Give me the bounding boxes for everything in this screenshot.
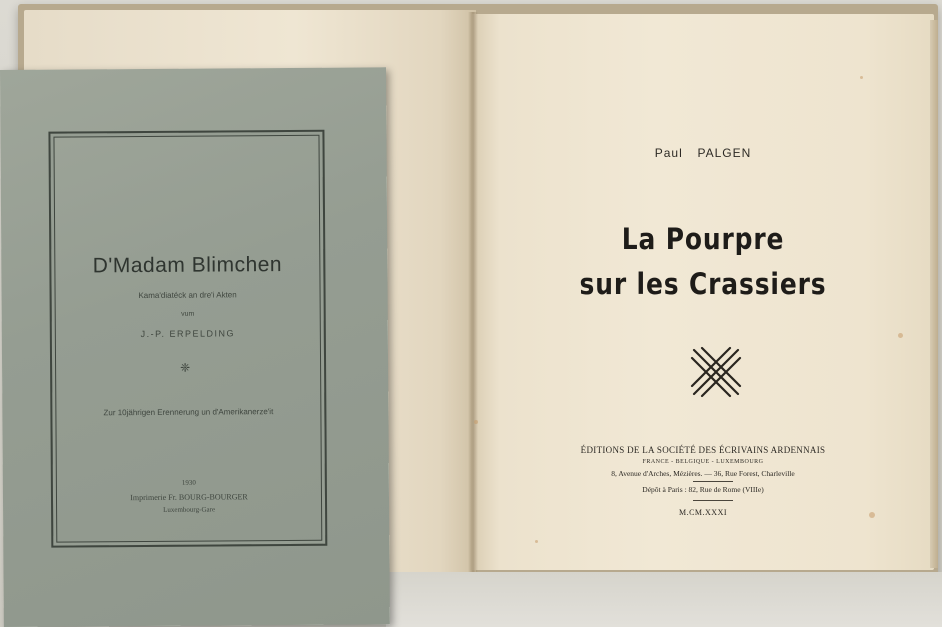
divider-rule — [693, 500, 733, 501]
pamphlet-cover — [0, 67, 390, 627]
pamphlet-by: vum — [181, 310, 195, 318]
author-last-name: PALGEN — [697, 146, 752, 160]
book-title-line-2: sur les Crassiers — [579, 267, 827, 301]
ornament-icon: ❈ — [180, 360, 191, 375]
pamphlet-author: J.-P. ERPELDING — [140, 328, 236, 340]
pamphlet-dedication: Zur 10jährigen Erennerung un d'Amerikanerze'it — [103, 407, 274, 418]
foxing-speck — [898, 333, 903, 338]
title-page-author — [472, 146, 934, 160]
pamphlet-city: Luxembourg-Gare — [163, 505, 216, 514]
book-title-line-1: La Pourpre — [621, 222, 785, 256]
table-surface — [386, 572, 942, 627]
paris-depot: Dépôt à Paris : 82, Rue de Rome (VIIIe) — [642, 485, 764, 494]
publication-year: M.CM.XXXI — [678, 508, 728, 517]
pamphlet-printer: Imprimerie Fr. BOURG-BOURGER — [130, 492, 248, 503]
publisher-address: 8, Avenue d'Arches, Mézières. — 36, Rue Forest, Charleville — [611, 469, 795, 478]
publisher-mark-icon — [686, 342, 746, 402]
divider-rule — [693, 481, 733, 482]
publisher-countries: FRANCE - BELGIQUE - LUXEMBOURG — [642, 459, 764, 465]
publisher-name: ÉDITIONS DE LA SOCIÉTÉ DES ÉCRIVAINS ARDENNAIS — [580, 445, 826, 455]
author-first-name: Paul — [654, 146, 683, 160]
foxing-speck — [860, 76, 863, 79]
pamphlet-year: 1930 — [181, 478, 196, 487]
foxing-speck — [474, 420, 478, 424]
pamphlet-title: D'Madam Blimchen — [92, 253, 283, 278]
foxing-speck — [535, 540, 538, 543]
pamphlet-subtitle: Kama'diatéck an dre'i Akten — [138, 290, 237, 301]
